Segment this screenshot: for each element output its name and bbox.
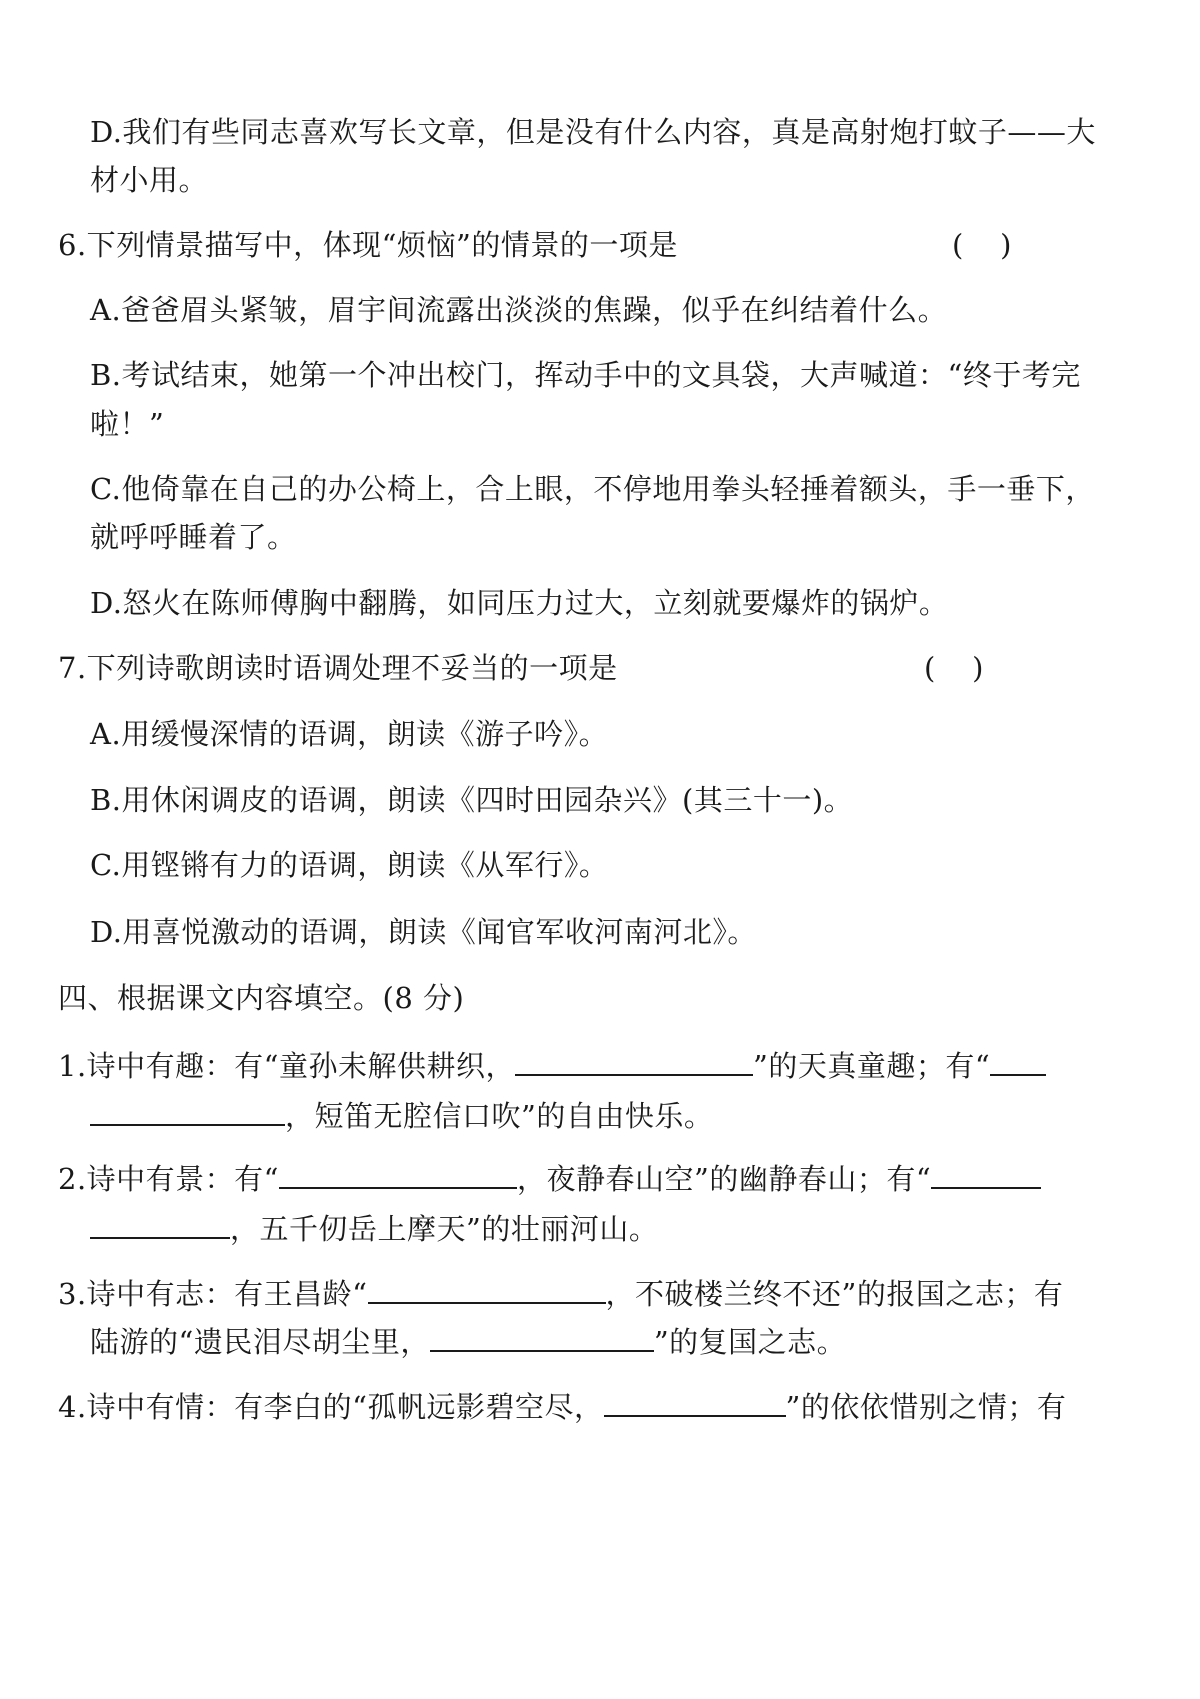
fill-item-1-line1 bbox=[58, 1044, 1046, 1086]
fill-blank-4a[interactable] bbox=[604, 1385, 786, 1417]
fill-item-2-text-a: 2.诗中有景：有“ bbox=[58, 1162, 279, 1196]
fill-item-1-text-b: ”的天真童趣；有“ bbox=[753, 1049, 991, 1083]
fill-item-3-text-a: 3.诗中有志：有王昌龄“ bbox=[58, 1277, 368, 1311]
q6-answer-bracket: ( ) bbox=[952, 228, 1012, 262]
fill-blank-1a[interactable] bbox=[515, 1044, 753, 1076]
fill-blank-1b-end[interactable] bbox=[90, 1094, 285, 1126]
q7-option-b: B.用休闲调皮的语调，朗读《四时田园杂兴》(其三十一)。 bbox=[90, 783, 854, 817]
q6-option-d: D.怒火在陈师傅胸中翻腾，如同压力过大，立刻就要爆炸的锅炉。 bbox=[90, 586, 949, 620]
fill-blank-2a[interactable] bbox=[279, 1157, 517, 1189]
fill-blank-3b[interactable] bbox=[430, 1320, 654, 1352]
fill-item-1-text-a: 1.诗中有趣：有“童孙未解供耕织， bbox=[58, 1049, 515, 1083]
fill-item-3-text-b: ，不破楼兰终不还”的报国之志；有 bbox=[605, 1277, 1064, 1311]
section4-title: 四、根据课文内容填空。(8 分) bbox=[58, 981, 465, 1015]
fill-item-1-line2 bbox=[90, 1094, 713, 1136]
fill-item-2-text-b: ，夜静春山空”的幽静春山；有“ bbox=[517, 1162, 932, 1196]
fill-item-3-text-c: 陆游的“遗民泪尽胡尘里， bbox=[90, 1325, 430, 1359]
q7-answer-bracket: ( ) bbox=[924, 651, 984, 685]
q6-option-b-line2: 啦！” bbox=[90, 407, 165, 441]
q6-option-c-line2: 就呼呼睡着了。 bbox=[90, 520, 297, 554]
q7-option-d: D.用喜悦激动的语调，朗读《闻官军收河南河北》。 bbox=[90, 915, 757, 949]
fill-blank-2b-end[interactable] bbox=[90, 1207, 230, 1239]
fill-item-2-text-c: ，五千仞岳上摩天”的壮丽河山。 bbox=[230, 1212, 659, 1246]
fill-item-4-text-b: ”的依依惜别之情；有 bbox=[785, 1390, 1067, 1424]
fill-item-4-text-a: 4.诗中有情：有李白的“孤帆远影碧空尽， bbox=[58, 1390, 604, 1424]
fill-item-3-line2 bbox=[90, 1320, 846, 1362]
fill-item-4-line1 bbox=[58, 1385, 1066, 1427]
q5-option-d-line2: 材小用。 bbox=[90, 163, 209, 197]
q6-option-b-line1: B.考试结束，她第一个冲出校门，挥动手中的文具袋，大声喊道：“终于考完 bbox=[90, 358, 1081, 392]
q7-stem: 7.下列诗歌朗读时语调处理不妥当的一项是 bbox=[58, 651, 618, 685]
fill-blank-1b-start[interactable] bbox=[990, 1044, 1046, 1076]
q7-option-c: C.用铿锵有力的语调，朗读《从军行》。 bbox=[90, 848, 609, 882]
fill-item-2-line2 bbox=[90, 1207, 658, 1249]
fill-item-2-line1 bbox=[58, 1157, 1041, 1199]
q6-option-c-line1: C.他倚靠在自己的办公椅上，合上眼，不停地用拳头轻捶着额头，手一垂下， bbox=[90, 472, 1095, 506]
q5-option-d-line1: D.我们有些同志喜欢写长文章，但是没有什么内容，真是高射炮打蚊子——大 bbox=[90, 115, 1096, 149]
fill-item-3-line1 bbox=[58, 1272, 1063, 1314]
fill-blank-2b-start[interactable] bbox=[931, 1157, 1041, 1189]
fill-item-1-text-c: ，短笛无腔信口吹”的自由快乐。 bbox=[285, 1099, 714, 1133]
q7-option-a: A.用缓慢深情的语调，朗读《游子吟》。 bbox=[90, 717, 609, 751]
q6-stem: 6.下列情景描写中，体现“烦恼”的情景的一项是 bbox=[58, 228, 678, 262]
fill-blank-3a[interactable] bbox=[368, 1272, 606, 1304]
q6-option-a: A.爸爸眉头紧皱，眉宇间流露出淡淡的焦躁，似乎在纠结着什么。 bbox=[90, 293, 948, 327]
fill-item-3-text-d: ”的复国之志。 bbox=[653, 1325, 847, 1359]
